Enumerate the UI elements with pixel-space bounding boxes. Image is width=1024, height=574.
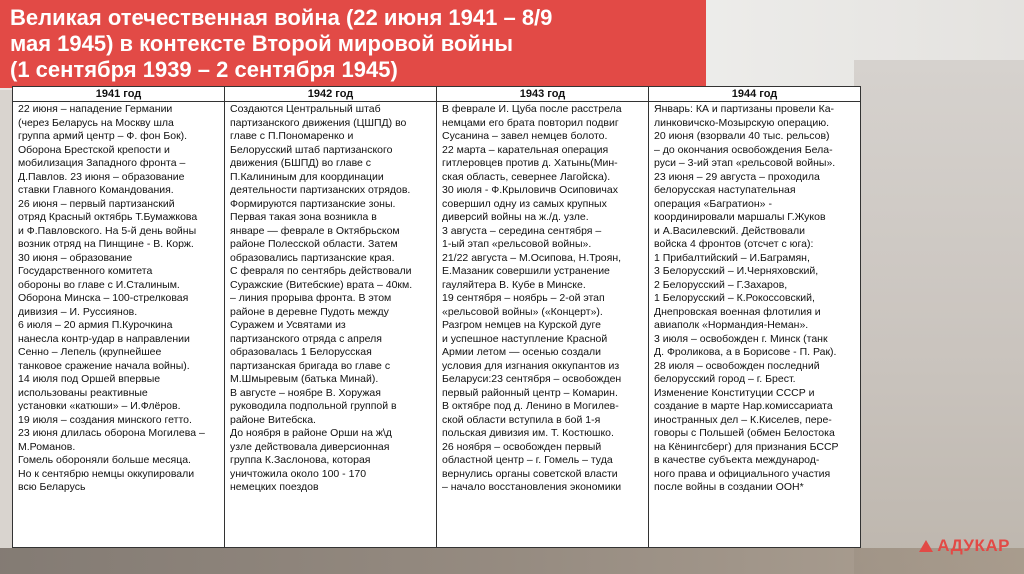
cell-line: Белорусский штаб партизанского <box>230 143 393 156</box>
cell-1941 <box>13 102 225 548</box>
cell-1942 <box>225 102 437 548</box>
cell-line: Разгром немцев на Курской дуге <box>442 319 601 331</box>
cell-line: нанесла контр-удар в направлении <box>18 332 190 345</box>
cell-line: руководила подпольной группой в <box>230 400 397 412</box>
cell-line: 3 Белорусский – И.Черняховский, <box>654 265 819 277</box>
cell-line: Государственного комитета <box>18 265 153 277</box>
page-title-line-3: (1 сентября 1939 – 2 сентября 1945) <box>10 57 398 82</box>
cell-line: 22 июня – нападение Германии <box>18 103 173 115</box>
cell-line: 28 июля – освобожден последний <box>654 359 820 372</box>
cell-line: руси – 3-ий этап «рельсовой войны». <box>654 157 836 169</box>
cell-line: главе с П.Пономаренко и <box>230 130 354 142</box>
cell-line: 21/22 августа – М.Осипова, Н.Троян, <box>442 251 622 264</box>
cell-line: ская область, севернее Лагойска). <box>442 170 611 183</box>
cell-line: польская дивизия им. Т. Костюшко. <box>442 427 614 439</box>
cell-line: 6 июля – 20 армия П.Курочкина <box>18 319 173 331</box>
cell-line: образовалась 1 Белорусская <box>230 346 372 358</box>
cell-line: 30 июля - Ф.Крыловичв Осиповичах <box>442 184 618 196</box>
cell-line: Январь: КА и партизаны провели Ка- <box>654 103 835 115</box>
cell-line: гитлеровцев против д. Хатынь(Мин- <box>442 157 618 169</box>
cell-line: деятельности партизанских отрядов. <box>230 184 411 196</box>
cell-line: С февраля по сентябрь действовали <box>230 265 412 277</box>
timeline-table-wrapper <box>12 86 860 548</box>
logo-text: АДУКАР <box>937 536 1010 555</box>
cell-line: установки «катюши» – И.Флёров. <box>18 400 181 412</box>
cell-line: Оборона Минска – 100-стрелковая <box>18 292 189 304</box>
cell-line: – до окончания освобождения Бела- <box>654 143 833 156</box>
cell-line: группа К.Заслонова, которая <box>230 454 371 466</box>
cell-line: всю Беларусь <box>18 481 86 493</box>
cell-line: ставки Главного Командования. <box>18 184 174 196</box>
cell-line: немецких поездов <box>230 481 319 493</box>
cell-line: Армии летом — осенью создали <box>442 346 602 358</box>
cell-line: 22 марта – карательная операция <box>442 143 609 156</box>
cell-1944 <box>649 102 861 548</box>
cell-line: районе Витебска. <box>230 413 316 426</box>
cell-line: Первая такая зона возникла в <box>230 211 377 223</box>
background-bottom <box>0 548 1024 574</box>
cell-line: Изменение Конституции СССР и <box>654 386 815 399</box>
cell-line: Д. Фроликова, а в Борисове - П. Рак). <box>654 346 837 358</box>
cell-line: «рельсовой войны» («Концерт»). <box>442 305 603 318</box>
cell-line: 1-ый этап «рельсовой войны». <box>442 238 592 250</box>
cell-line: 3 июля – освобожден г. Минск (танк <box>654 332 828 345</box>
cell-line: ской области вступила в бой 1-я <box>442 413 601 426</box>
cell-line: 26 ноября – освобожден первый <box>442 440 602 453</box>
cell-line: Сенно – Лепель (крупнейшее <box>18 346 162 358</box>
cell-line: группа армий центр – Ф. фон Бок). <box>18 130 188 142</box>
column-header-1944: 1944 год <box>649 87 861 102</box>
cell-line: В августе – ноябре В. Хоружая <box>230 386 381 399</box>
cell-line: 1 Белорусский – К.Рокоссовский, <box>654 292 815 304</box>
cell-line: 20 июня (взорвали 40 тыс. рельсов) <box>654 130 830 142</box>
background-right <box>854 60 1024 574</box>
cell-line: после войны в создании ООН* <box>654 481 804 493</box>
cell-line: координировали маршалы Г.Жуков <box>654 211 826 223</box>
cell-line: мобилизация Западного фронта – <box>18 157 186 169</box>
column-header-1942: 1942 год <box>225 87 437 102</box>
cell-line: 26 июня – первый партизанский <box>18 197 175 210</box>
cell-line: 30 июня – образование <box>18 251 133 264</box>
cell-line: 2 Белорусский – Г.Захаров, <box>654 278 788 291</box>
cell-line: 14 июля под Оршей впервые <box>18 373 161 385</box>
cell-line: немцами его брата повторил подвиг <box>442 116 619 129</box>
table-header-row <box>13 87 861 102</box>
cell-line: областной центр – г. Гомель – туда <box>442 454 613 466</box>
cell-line: войска 4 фронтов (отсчет с юга): <box>654 238 814 250</box>
cell-line: обороны во главе с И.Сталиным. <box>18 278 180 291</box>
cell-line: Гомель обороняли больше месяца. <box>18 454 191 466</box>
cell-line: авиаполк «Нормандия-Неман». <box>654 319 809 331</box>
cell-line: М.Шмыревым (батька Минай). <box>230 373 379 385</box>
cell-line: (через Беларусь на Москву шла <box>18 116 174 129</box>
cell-line: на Кёнингсберг) для признания БССР <box>654 440 839 453</box>
cell-line: Оборона Брестской крепости и <box>18 143 170 156</box>
page-title-line-2: мая 1945) в контексте Второй мировой войны <box>10 31 514 56</box>
column-header-1941: 1941 год <box>13 87 225 102</box>
cell-line: в качестве субъекта международ- <box>654 454 820 466</box>
cell-line: Беларуси:23 сентября – освобожден <box>442 373 622 385</box>
cell-line: Но к сентябрю немцы оккупировали <box>18 467 195 480</box>
cell-line: вернулись органы советской власти <box>442 467 618 480</box>
cell-line: танковое сражение начала войны). <box>18 359 190 372</box>
cell-line: районе Полесской области. Затем <box>230 238 398 250</box>
cell-line: движения (БШПД) во главе с <box>230 157 372 169</box>
cell-line: линковичско-Мозырскую операцию. <box>654 116 830 129</box>
cell-line: говоры с Польшей (обмен Белостока <box>654 427 835 439</box>
cell-line: дивизия – И. Руссиянов. <box>18 305 138 318</box>
cell-line: узле действовала диверсионная <box>230 440 390 453</box>
cell-line: уничтожила около 100 - 170 <box>230 467 367 480</box>
cell-line: районе в деревне Пудоть между <box>230 305 389 318</box>
cell-line: Создаются Центральный штаб <box>230 103 381 115</box>
cell-line: отряд Красный октябрь Т.Бумажкова <box>18 211 198 223</box>
table-row <box>13 102 861 548</box>
logo-triangle-icon <box>919 540 933 552</box>
cell-line: В феврале И. Цуба после расстрела <box>442 103 622 115</box>
cell-line: 19 сентября – ноябрь – 2-ой этап <box>442 292 605 304</box>
cell-line: первый районный центр – Комарин. <box>442 386 618 399</box>
adukar-logo <box>919 534 1010 558</box>
cell-line: Е.Мазаник совершили устранение <box>442 265 610 277</box>
cell-line: П.Калининым для координации <box>230 170 384 183</box>
cell-line: и А.Василевский. Действовали <box>654 224 805 237</box>
page-title-line-1: Великая отечественная война (22 июня 1941 – 8/9 <box>10 5 553 30</box>
cell-line: белорусская наступательная <box>654 184 796 196</box>
cell-line: ного права и официального участия <box>654 467 831 480</box>
cell-line: партизанская бригада во главе с <box>230 359 391 372</box>
cell-line: Днепровская военная флотилия и <box>654 305 821 318</box>
timeline-table <box>12 86 861 548</box>
cell-line: и успешное наступление Красной <box>442 332 608 345</box>
cell-line: использованы реактивные <box>18 386 148 399</box>
cell-line: 3 августа – середина сентября – <box>442 224 602 237</box>
cell-line: создание в марте Нар.комиссариата <box>654 400 833 412</box>
title-banner <box>0 0 706 88</box>
cell-line: иностранных дел – К.Киселев, пере- <box>654 413 832 426</box>
cell-line: гауляйтера В. Кубе в Минске. <box>442 278 586 291</box>
cell-line: – начало восстановления экономики <box>442 481 622 493</box>
cell-line: возник отряд на Пинщине - В. Корж. <box>18 238 194 250</box>
cell-line: Суражские (Витебские) врата – 40км. <box>230 278 413 291</box>
cell-line: Д.Павлов. 23 июня – образование <box>18 170 185 183</box>
cell-line: Суражем и Усвятами из <box>230 319 346 331</box>
cell-line: совершил одну из самых крупных <box>442 197 607 210</box>
cell-line: партизанского движения (ЦШПД) во <box>230 116 407 129</box>
cell-line: 23 июня длилась оборона Могилева – <box>18 427 205 439</box>
cell-line: диверсий войны на ж./д. узле. <box>442 211 589 223</box>
cell-1943 <box>437 102 649 548</box>
cell-line: М.Романов. <box>18 440 76 453</box>
cell-line: условия для изгнания оккупантов из <box>442 359 620 372</box>
cell-line: и Ф.Павловского. На 5-й день войны <box>18 224 197 237</box>
cell-line: Формируются партизанские зоны. <box>230 197 396 210</box>
cell-line: До ноября в районе Орши на ж\д <box>230 427 392 439</box>
cell-line: 1 Прибалтийский – И.Баграмян, <box>654 251 810 264</box>
column-header-1943: 1943 год <box>437 87 649 102</box>
cell-line: январе — феврале в Октябрьском <box>230 224 400 237</box>
cell-line: белорусский город – г. Брест. <box>654 373 796 385</box>
cell-line: – линия прорыва фронта. В этом <box>230 292 392 304</box>
cell-line: 19 июля – создания минского гетто. <box>18 413 192 426</box>
cell-line: операция «Багратион» - <box>654 197 772 210</box>
cell-line: образовались партизанские края. <box>230 251 395 264</box>
cell-line: партизанского отряда с апреля <box>230 332 382 345</box>
cell-line: 23 июня – 29 августа – проходила <box>654 170 820 183</box>
cell-line: В октябре под д. Ленино в Могилев- <box>442 400 619 412</box>
cell-line: Сусанина – завел немцев болото. <box>442 130 608 142</box>
